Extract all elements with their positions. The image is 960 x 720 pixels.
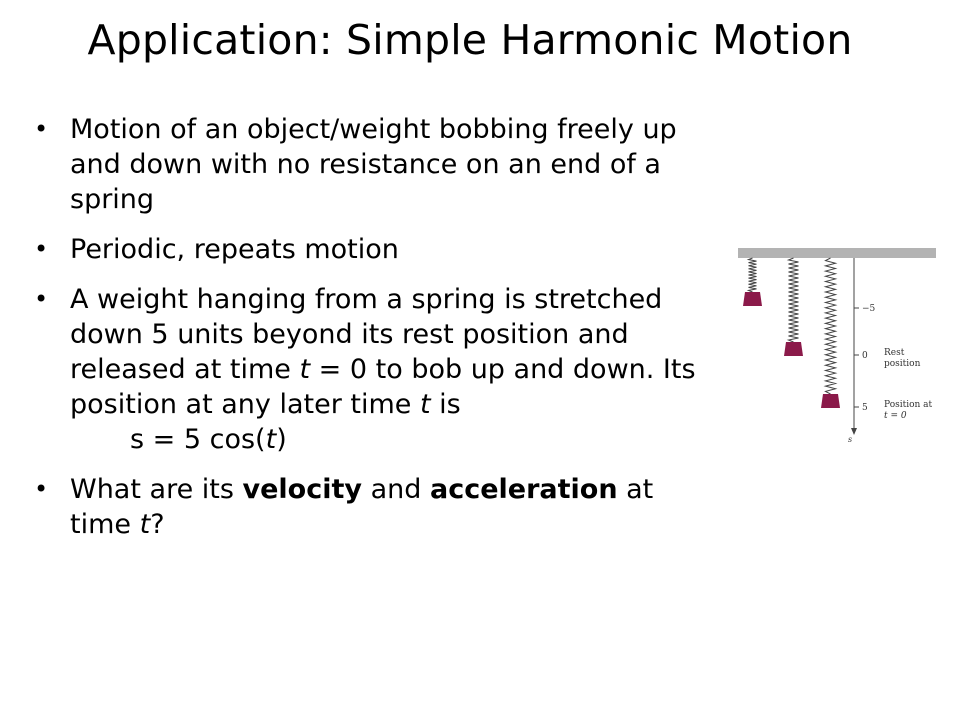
bullet-item [30, 472, 710, 542]
bullet-list [30, 112, 710, 557]
position-label-line1: Position at [884, 400, 933, 410]
rest-label-line1: Rest [884, 348, 905, 358]
acceleration-term: acceleration [429, 474, 618, 505]
tick-label-5: 5 [862, 403, 868, 413]
equation-prefix: s = 5 cos( [130, 424, 266, 455]
bullet-marker: • [34, 475, 49, 503]
variable-t: t [299, 354, 311, 385]
position-equation [70, 422, 710, 457]
bullet-item [30, 282, 710, 457]
weight-3 [821, 394, 840, 408]
bullet-marker: • [34, 285, 49, 313]
bullet-text-part: = 0 to bob up and down. Its position at any later time [70, 354, 696, 420]
bullet-marker: • [34, 235, 49, 263]
position-label-line2: t = 0 [884, 411, 907, 421]
rest-label-line2: position [884, 359, 921, 369]
bullet-text-part: and [362, 474, 430, 505]
variable-t: t [265, 424, 277, 455]
axis-arrow-icon [851, 428, 857, 435]
bullet-text: Motion of an object/weight bobbing freely up and down with no resistance on an end of a spring [70, 114, 677, 215]
spring-3 [826, 258, 836, 394]
weight-1 [743, 292, 762, 306]
spring-2 [789, 258, 799, 342]
bullet-item [30, 232, 710, 267]
ceiling-bar [738, 248, 936, 258]
bullet-text-part: ? [150, 509, 165, 540]
axis-label-s: s [848, 435, 853, 444]
weight-2 [784, 342, 803, 356]
velocity-term: velocity [242, 474, 362, 505]
tick-label-0: 0 [862, 351, 868, 361]
bullet-text-part: What are its [70, 474, 243, 505]
variable-t: t [139, 509, 151, 540]
spring-1 [749, 258, 757, 292]
bullet-text-part: is [430, 389, 461, 420]
bullet-item [30, 112, 710, 217]
spring-diagram [730, 240, 940, 460]
bullet-text: Periodic, repeats motion [70, 234, 399, 265]
variable-t: t [419, 389, 431, 420]
bullet-marker: • [34, 115, 49, 143]
equation-suffix: ) [276, 424, 287, 455]
tick-label-minus5: −5 [862, 304, 876, 314]
bullet-text-part: at time [70, 474, 654, 540]
slide-title: Application: Simple Harmonic Motion [87, 16, 853, 64]
bullet-text-part: A weight hanging from a spring is stretched down 5 units beyond its rest position and released at time [70, 284, 663, 385]
